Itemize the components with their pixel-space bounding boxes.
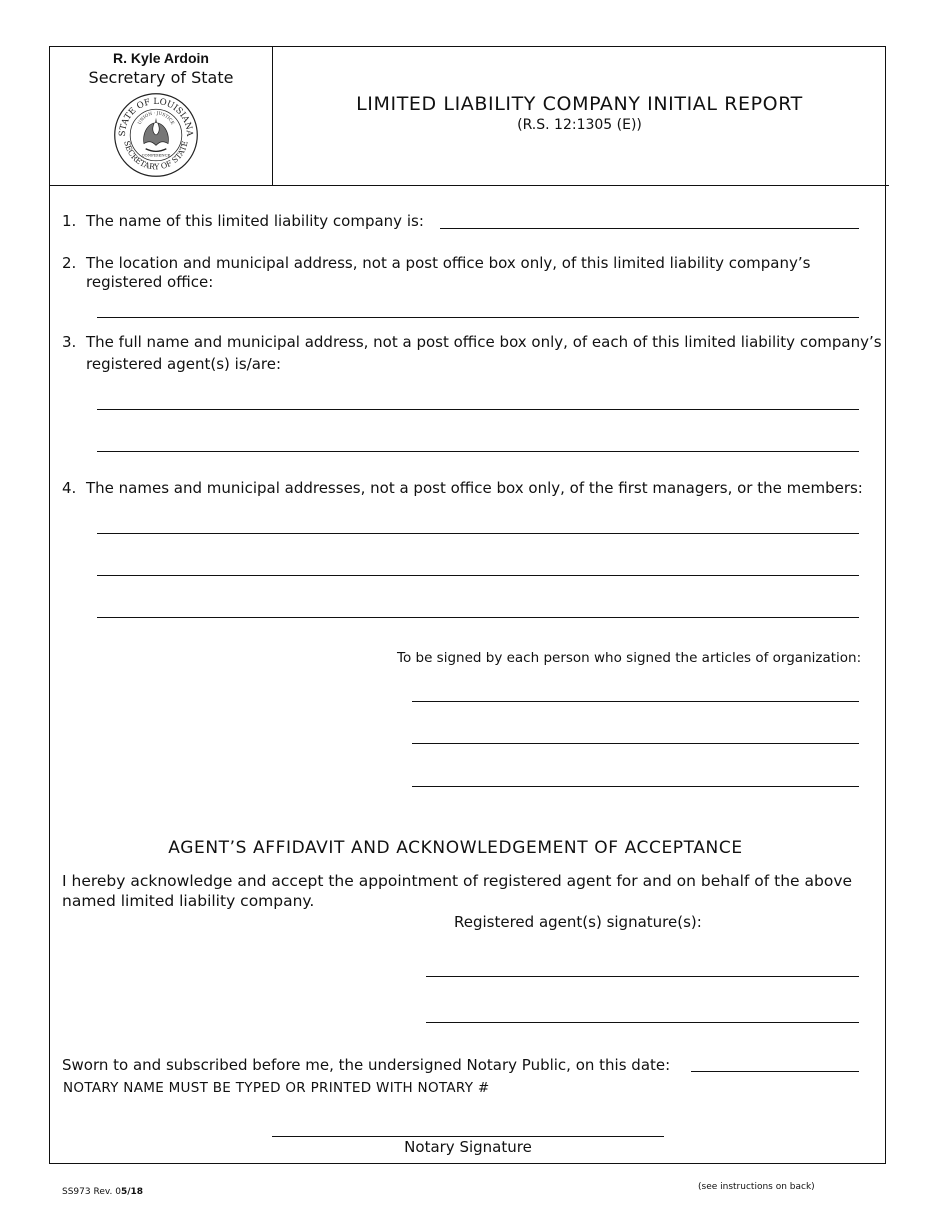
signature-instruction: To be signed by each person who signed the articles of organization: — [397, 650, 862, 666]
agent-signature-line[interactable] — [426, 1022, 859, 1023]
registered-agent-field[interactable] — [97, 451, 859, 452]
item-number: 4. — [62, 479, 77, 497]
svg-text:STATE OF LOUISIANA: STATE OF LOUISIANA — [117, 97, 195, 137]
header-divider — [49, 185, 889, 186]
managers-members-field[interactable] — [97, 533, 859, 534]
item-2-text-cont: registered office: — [86, 273, 214, 291]
statute-reference: (R.S. 12:1305 (E)) — [517, 117, 642, 133]
affidavit-heading: AGENT’S AFFIDAVIT AND ACKNOWLEDGEMENT OF ACCEPTANCE — [168, 838, 743, 858]
agent-signature-line[interactable] — [426, 976, 859, 977]
registered-office-field[interactable] — [97, 317, 859, 318]
official-title: Secretary of State — [88, 68, 234, 87]
svg-text:UNION · JUSTICE: UNION · JUSTICE — [137, 111, 175, 126]
notary-signature-line[interactable] — [272, 1136, 664, 1137]
instructions-note: (see instructions on back) — [698, 1182, 815, 1192]
organizer-signature-line[interactable] — [412, 786, 859, 787]
company-name-field[interactable] — [440, 228, 859, 229]
form-title: LIMITED LIABILITY COMPANY INITIAL REPORT — [356, 93, 803, 115]
notary-date-field[interactable] — [691, 1071, 859, 1072]
managers-members-field[interactable] — [97, 617, 859, 618]
svg-text:SECRETARY OF STATE: SECRETARY OF STATE — [122, 139, 190, 172]
notary-signature-label: Notary Signature — [404, 1138, 532, 1156]
item-3-text: The full name and municipal address, not a post office box only, of each of this limited liability company’s — [86, 333, 882, 351]
item-2-text: The location and municipal address, not a post office box only, of this limited liability company’s — [86, 254, 811, 272]
item-3-text-cont: registered agent(s) is/are: — [86, 355, 281, 373]
item-4-text: The names and municipal addresses, not a post office box only, of the first managers, or the members: — [86, 479, 863, 497]
notary-name-instruction: NOTARY NAME MUST BE TYPED OR PRINTED WITH NOTARY # — [63, 1080, 490, 1096]
item-number: 2. — [62, 254, 77, 272]
item-number: 1. — [62, 212, 77, 230]
svg-text:CONFIDENCE: CONFIDENCE — [141, 152, 171, 158]
organizer-signature-line[interactable] — [412, 743, 859, 744]
state-seal-icon — [113, 92, 199, 178]
affidavit-text-cont: named limited liability company. — [62, 892, 315, 910]
official-name: R. Kyle Ardoin — [113, 50, 209, 66]
sworn-statement: Sworn to and subscribed before me, the undersigned Notary Public, on this date: — [62, 1056, 671, 1074]
item-number: 3. — [62, 333, 77, 351]
issuer-block — [49, 46, 273, 186]
registered-agent-field[interactable] — [97, 409, 859, 410]
form-number: SS973 Rev. 05/18 — [62, 1187, 144, 1197]
affidavit-text: I hereby acknowledge and accept the appointment of registered agent for and on behalf of the above — [62, 872, 853, 890]
agent-signature-label: Registered agent(s) signature(s): — [454, 913, 702, 931]
item-1-text: The name of this limited liability company is: — [86, 212, 424, 230]
organizer-signature-line[interactable] — [412, 701, 859, 702]
managers-members-field[interactable] — [97, 575, 859, 576]
